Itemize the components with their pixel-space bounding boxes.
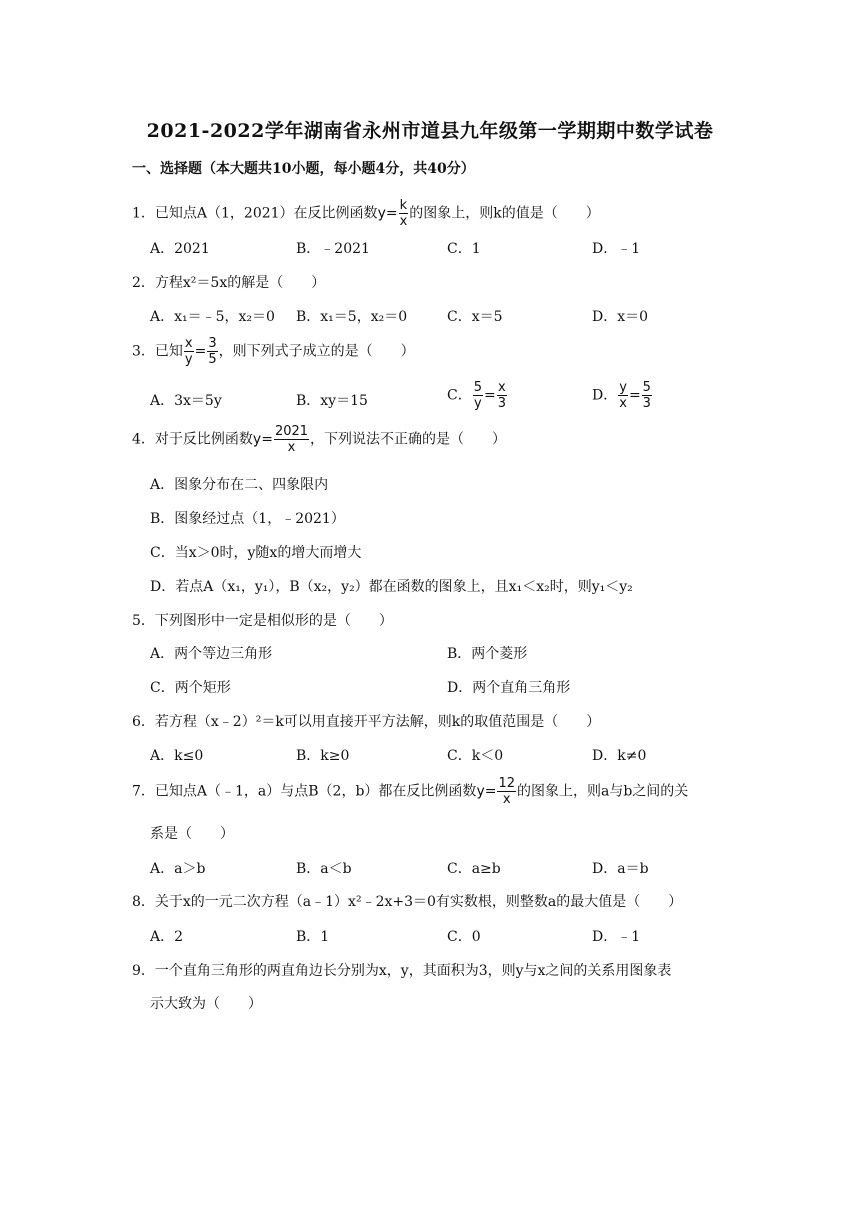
q2-option-a[interactable]: A．x₁＝﹣5，x₂＝0	[150, 309, 275, 325]
q8-option-c[interactable]: C．0	[447, 929, 481, 945]
q7-stem-end: 的图象上，则a与b之间的关	[517, 783, 689, 800]
q8-option-a[interactable]: A．2	[150, 929, 184, 945]
question-6: 6．若方程（x﹣2）²＝k可以用直接开平方法解，则k的取值范围是（ ）	[132, 714, 601, 730]
q3-equals: =	[194, 343, 207, 360]
q7-numerator: 12	[498, 776, 515, 791]
q3-option-d-label: D．	[592, 387, 618, 404]
question-7	[132, 776, 688, 807]
q1-stem-start: 1．已知点A（1，2021）在反比例函数	[132, 205, 378, 222]
q1-fraction	[399, 198, 409, 229]
q3-left-numerator: x	[184, 336, 193, 351]
q1-numerator: k	[399, 198, 408, 213]
q3-d-left-denominator: x	[619, 396, 627, 411]
q7-denominator: x	[502, 792, 511, 807]
q3-option-c-label: C．	[447, 387, 472, 404]
section-heading: 一、选择题（本大题共10小题，每小题4分，共40分）	[132, 161, 475, 177]
q3-option-d-left-fraction	[618, 380, 628, 411]
question-9-continued: 示大致为（ ）	[150, 996, 262, 1012]
q1-denominator: x	[399, 214, 408, 229]
question-4	[132, 424, 506, 455]
q6-option-a[interactable]: A．k≤0	[150, 748, 204, 764]
q3-right-denominator: 5	[208, 352, 217, 367]
q3-d-right-numerator: 5	[642, 380, 651, 395]
q5-option-a[interactable]: A．两个等边三角形	[150, 646, 273, 662]
q3-stem-start: 3．已知	[132, 343, 183, 360]
q7-option-a[interactable]: A．a＞b	[150, 861, 206, 877]
q3-c-left-denominator: y	[474, 396, 482, 411]
q4-stem-end: ，下列说法不正确的是（ ）	[310, 431, 507, 448]
q1-option-b[interactable]: B．﹣2021	[296, 241, 370, 257]
question-2: 2．方程x²＝5x的解是（ ）	[132, 275, 326, 291]
q3-option-a[interactable]: A．3x＝5y	[150, 393, 222, 409]
q3-option-b[interactable]: B．xy＝15	[296, 393, 368, 409]
q3-d-equals: =	[628, 387, 641, 404]
q7-stem-start: 7．已知点A（﹣1，a）与点B（2，b）都在反比例函数	[132, 783, 477, 800]
q6-option-c[interactable]: C．k＜0	[447, 748, 504, 764]
q3-c-right-numerator: x	[498, 380, 506, 395]
page-title: 2021-2022学年湖南省永州市道县九年级第一学期期中数学试卷	[146, 120, 714, 142]
q4-stem-start: 4．对于反比例函数	[132, 431, 253, 448]
q7-option-b[interactable]: B．a＜b	[296, 861, 352, 877]
q3-option-d-right-fraction	[642, 380, 652, 411]
q3-d-left-numerator: y	[619, 380, 627, 395]
q3-option-c-left-fraction	[473, 380, 483, 411]
q1-option-d[interactable]: D．﹣1	[592, 241, 641, 257]
q3-fraction-left	[184, 336, 194, 367]
q7-option-c[interactable]: C．a≥b	[447, 861, 501, 877]
q8-option-d[interactable]: D．﹣1	[592, 929, 641, 945]
q3-left-denominator: y	[184, 352, 193, 367]
q3-d-right-denominator: 3	[642, 396, 651, 411]
q2-option-b[interactable]: B．x₁＝5，x₂＝0	[296, 309, 408, 325]
q8-option-b[interactable]: B．1	[296, 929, 330, 945]
q5-option-b[interactable]: B．两个菱形	[447, 646, 528, 662]
q4-option-a[interactable]: A．图象分布在二、四象限内	[150, 477, 329, 493]
q6-option-d[interactable]: D．k≠0	[592, 748, 647, 764]
q3-option-c-right-fraction	[497, 380, 507, 411]
q3-c-left-numerator: 5	[473, 380, 482, 395]
q7-fraction	[497, 776, 516, 807]
q4-func-y: y=	[252, 431, 273, 448]
q1-stem-end: 的图象上，则k的值是（ ）	[409, 205, 600, 222]
question-1	[132, 198, 600, 229]
q3-fraction-right	[207, 336, 217, 367]
q4-option-c[interactable]: C．当x＞0时，y随x的增大而增大	[150, 545, 362, 561]
q6-option-b[interactable]: B．k≥0	[296, 748, 350, 764]
q1-option-c[interactable]: C．1	[447, 241, 481, 257]
q3-stem-end: ，则下列式子成立的是（ ）	[218, 343, 415, 360]
q4-denominator: x	[287, 440, 296, 455]
q7-func-y: y=	[476, 783, 497, 800]
q2-option-d[interactable]: D．x＝0	[592, 309, 649, 325]
q4-numerator: 2021	[274, 424, 309, 439]
q1-func-y: y=	[377, 205, 398, 222]
q7-option-d[interactable]: D．a＝b	[592, 861, 649, 877]
question-3	[132, 336, 415, 367]
q4-option-b[interactable]: B．图象经过点（1，﹣2021）	[150, 511, 345, 527]
question-7-continued: 系是（ ）	[150, 826, 234, 842]
q3-right-numerator: 3	[208, 336, 217, 351]
q3-option-c[interactable]	[447, 380, 508, 411]
q3-c-equals: =	[484, 387, 496, 404]
q4-option-d[interactable]: D．若点A（x₁，y₁），B（x₂，y₂）都在函数的图象上，且x₁＜x₂时，则y₁＜y₂	[150, 579, 633, 595]
question-8: 8．关于x的一元二次方程（a﹣1）x²﹣2x+3＝0有实数根，则整数a的最大值是（ ）	[132, 894, 683, 910]
question-9: 9．一个直角三角形的两直角边长分别为x，y，其面积为3，则y与x之间的关系用图象表	[132, 963, 672, 979]
q5-option-d[interactable]: D．两个直角三角形	[447, 680, 571, 696]
q2-option-c[interactable]: C．x＝5	[447, 309, 503, 325]
q3-option-d[interactable]	[592, 380, 653, 411]
q3-c-right-denominator: 3	[497, 396, 507, 411]
question-5: 5．下列图形中一定是相似形的是（ ）	[132, 613, 393, 629]
q1-option-a[interactable]: A．2021	[150, 241, 210, 257]
q5-option-c[interactable]: C．两个矩形	[150, 680, 231, 696]
q4-fraction	[274, 424, 309, 455]
